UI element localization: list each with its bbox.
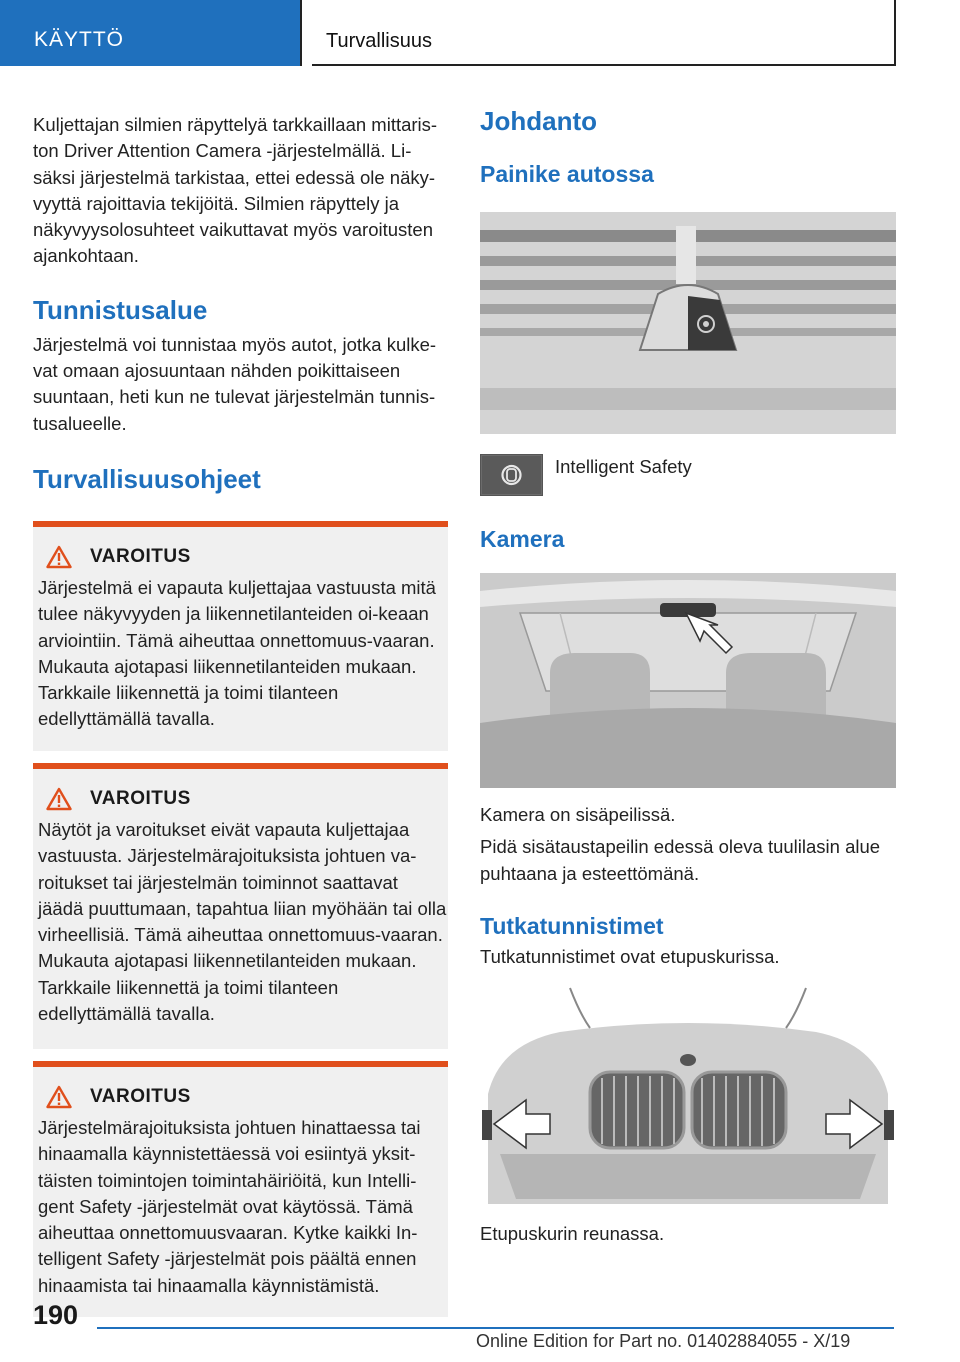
warning-title: [38, 545, 448, 569]
camera-clean-text: Pidä sisätaustapeilin edessä oleva tuulilasin alue puhtaana ja esteettömänä.: [480, 836, 881, 884]
heading-radar-sensors: Tutkatunnistimet: [480, 912, 664, 939]
warning-triangle-icon: [46, 1085, 72, 1109]
car-interior-illustration: [480, 573, 896, 788]
warning-title: [38, 1085, 448, 1109]
warning-box-1: [33, 521, 448, 751]
warning-text: Järjestelmärajoituksista johtuen hinattaessa tai hinaamalla käynnistettäessä voi esiintyä yksit-täisten toimintojen toimintahäiriöitä, kun Intelli-gent Safety -järjestelmät ovat käytössä. Tämä aiheuttaa onnettomuusvaaran. Kytke kaikki In-telligent Safety -järjestelmät pois päältä ennen hinaamista tai hinaamalla käynnistämistä.: [38, 1116, 421, 1296]
warning-box-2: [33, 763, 448, 1049]
warning-title-text: VAROITUS: [90, 1085, 191, 1107]
detection-paragraph: Järjestelmä voi tunnistaa myös autot, jotka kulke-vat omaan ajosuuntaan nähden poikittaiseen suuntaan, heti kun ne tulevat järjestelmän tunnis-tusalueelle.: [33, 333, 437, 434]
warning-title-text: VAROITUS: [90, 545, 191, 567]
intelligent-safety-button: [480, 454, 543, 496]
warning-text: Järjestelmä ei vapauta kuljettajaa vastuusta mitä tulee näkyvyyden ja liikennetilanteiden oi-keaan arviointiin. Tämä aiheuttaa onnettomuus-vaaran. Mukauta ajotapasi liikennetilanteiden mukaan. Tarkkaile liikennettä ja toimi tilanteen edellyttämällä tavalla.: [38, 576, 436, 730]
heading-button-in-car: Painike autossa: [480, 161, 654, 187]
dashboard-vents-illustration: [480, 212, 896, 434]
page-header: [0, 0, 960, 66]
section-title: Turvallisuus: [312, 0, 896, 66]
warning-triangle-icon: [46, 787, 72, 811]
page-footer: [0, 1290, 960, 1362]
heading-safety-notes: Turvallisuusohjeet: [33, 463, 261, 494]
radar-caption: Etupuskurin reunassa.: [480, 1223, 665, 1245]
intelligent-safety-icon: [481, 455, 542, 495]
warning-box-3: [33, 1061, 448, 1317]
heading-camera: Kamera: [480, 526, 565, 552]
camera-photo: [480, 573, 896, 788]
heading-introduction: Johdanto: [480, 106, 597, 136]
warning-title-text: VAROITUS: [90, 787, 191, 809]
chapter-tab: KÄYTTÖ: [0, 0, 300, 66]
heading-detection-area: Tunnistusalue: [33, 294, 208, 325]
button-label: Intelligent Safety: [555, 456, 692, 477]
button-legend: [480, 454, 896, 496]
warning-title: [38, 787, 448, 811]
car-front-illustration: [480, 984, 896, 1209]
button-photo: [480, 212, 896, 434]
warning-text: Näytöt ja varoitukset eivät vapauta kuljettajaa vastuusta. Järjestelmärajoituksista johtuen va-roitukset tai järjestelmän toiminnot saattavat jäädä puuttumaan, tapahtua liian myöhään tai olla virheellisiä. Tämä aiheuttaa onnettomuus-vaaran. Mukauta ajotapasi liikennetilanteiden mukaan. Tarkkaile liikennettä ja toimi tilanteen edellyttämällä tavalla.: [38, 818, 447, 1025]
camera-location-text: Kamera on sisäpeilissä.: [480, 804, 676, 825]
bumper-photo: [480, 984, 896, 1209]
page-number: 190: [33, 1300, 79, 1330]
warning-triangle-icon: [46, 545, 72, 569]
edition-text: Online Edition for Part no. 01402884055 - X/19: [476, 1331, 851, 1351]
intro-paragraph: Kuljettajan silmien räpyttelyä tarkkaillaan mittaris-ton Driver Attention Camera -järjestelmällä. Li-säksi järjestelmä tarkistaa, ettei edessä ole näky-vyyttä rajoittavia tekijöitä. Silmien räpyttely ja näkyvyysolosuhteet vaikuttavat myös varoitusten ajankohtaan.: [33, 114, 438, 267]
radar-text: Tutkatunnistimet ovat etupuskurissa.: [480, 945, 780, 967]
left-column: [33, 98, 448, 1317]
right-column: [480, 98, 896, 1247]
footer-rule: [97, 1327, 894, 1329]
